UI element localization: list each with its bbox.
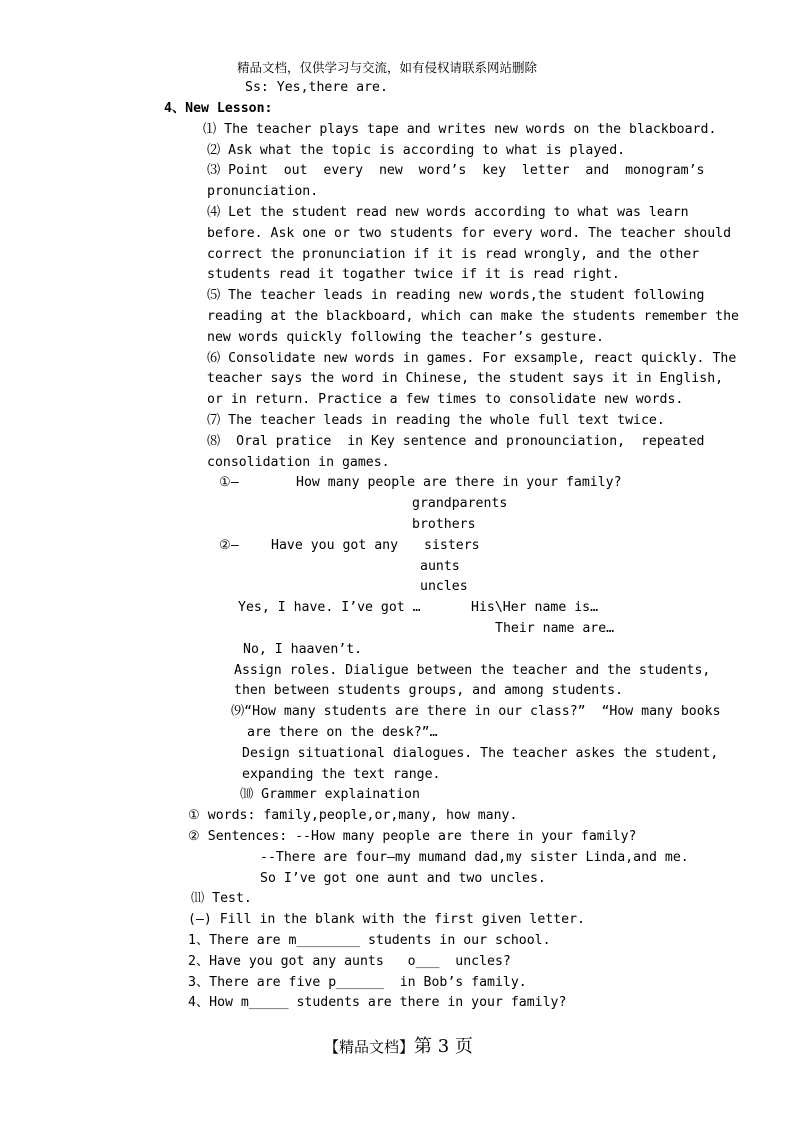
drill-word-grandparents: grandparents	[412, 496, 508, 511]
test-item-3-blank[interactable]: p______	[328, 975, 384, 990]
step-4-line-4: students read it togather twice if it is read right.	[207, 267, 620, 282]
drill-word-brothers: brothers	[412, 517, 476, 532]
step-5-line-2: reading at the blackboard, which can make the students remember the	[207, 309, 739, 324]
test-item-4-text: 4、How	[188, 995, 241, 1010]
document-header: 精品文档，仅供学习与交流，如有侵权请联系网站删除	[237, 60, 538, 75]
grammar-sentence-2: --There are four—my mumand dad,my sister Linda,and me.	[260, 850, 689, 865]
test-item-2-blank[interactable]: o___	[399, 954, 440, 969]
test-item-2-text: 2、Have you got any aunts	[188, 954, 400, 969]
test-item-2	[188, 954, 511, 970]
step-5-line-3: new words quickly following the teacher’s gesture.	[207, 330, 604, 345]
step-7: ⑺ The teacher leads in reading the whole full text twice.	[207, 413, 665, 428]
section-title: 4、New Lesson:	[164, 101, 273, 116]
grammar-sentences: ② Sentences: --How many people are there in your family?	[188, 829, 637, 844]
step-6-line-3: or in return. Practice a few times to consolidate new words.	[207, 392, 684, 407]
test-item-4	[188, 995, 566, 1011]
assign-roles-line-2: then between students groups, and among students.	[234, 683, 624, 698]
drill-answer-name: His\Her name is…	[471, 600, 599, 615]
drill-answer-names: Their name are…	[495, 621, 615, 636]
step-3-line-1: ⑶ Point out every new word’s key letter and monogram’s	[207, 163, 705, 178]
step-5-line-1: ⑸ The teacher leads in reading new words,the student following	[207, 288, 705, 303]
grammar-sentence-3: So I’ve got one aunt and two uncles.	[260, 871, 546, 886]
test-item-3-text: 3、There are five	[188, 975, 329, 990]
step-8-line-1: ⑻ Oral pratice in Key sentence and pronounciation, repeated	[207, 434, 705, 449]
test-item-3	[188, 975, 527, 991]
drill-word-sisters: sisters	[424, 538, 480, 553]
students-answer: Ss: Yes,there are.	[245, 80, 388, 95]
drill-2-question: Have you got any	[271, 538, 399, 553]
drill-answer-yes: Yes, I have. I’ve got …	[238, 600, 421, 615]
drill-answer-no: No, I haaven’t.	[243, 642, 363, 657]
assign-roles-line-1: Assign roles. Dialigue between the teacher and the students,	[234, 663, 711, 678]
step-9-line-3: Design situational dialogues. The teacher askes the student,	[242, 746, 719, 761]
test-item-4-rest: students are there in your family?	[288, 995, 567, 1010]
step-8-line-2: consolidation in games.	[207, 455, 390, 470]
test-part-heading: (—) Fill in the blank with the first given letter.	[188, 912, 585, 927]
step-6-line-1: ⑹ Consolidate new words in games. For exsample, react quickly. The	[207, 351, 737, 366]
step-3-line-2: pronunciation.	[207, 184, 319, 199]
drill-word-aunts: aunts	[420, 559, 460, 574]
test-item-1-rest: students in our school.	[360, 933, 551, 948]
test-item-1-blank[interactable]: m________	[288, 933, 360, 948]
drill-1-marker: ①—	[219, 475, 239, 490]
step-2: ⑵ Ask what the topic is according to what is played.	[207, 143, 626, 158]
grammar-words: ① words: family,people,or,many, how many.	[188, 808, 518, 823]
step-10: ⑽ Grammer explaination	[240, 787, 420, 802]
test-title: ⑾ Test.	[191, 891, 252, 906]
footer-tag: 【精品文档】	[324, 1038, 415, 1056]
step-4-line-2: before. Ask one or two students for every word. The teacher should	[207, 226, 732, 241]
page-number: 第 3 页	[414, 1036, 473, 1057]
step-6-line-2: teacher says the word in Chinese, the student says it in English,	[207, 371, 724, 386]
test-item-3-rest: in Bob’s family.	[383, 975, 527, 990]
test-item-1	[188, 933, 551, 949]
drill-2-marker: ②—	[219, 538, 239, 553]
step-4-line-1: ⑷ Let the student read new words according to what was learn	[207, 205, 689, 220]
drill-word-uncles: uncles	[420, 579, 468, 594]
step-9-line-1: ⑼“How many students are there in our class?” “How many books	[231, 704, 721, 719]
test-item-2-rest: uncles?	[439, 954, 511, 969]
drill-1-question: How many people are there in your family?	[296, 475, 622, 490]
step-1: ⑴ The teacher plays tape and writes new words on the blackboard.	[203, 122, 717, 137]
page-footer	[324, 1037, 473, 1057]
test-item-1-text: 1、There are	[188, 933, 289, 948]
test-item-4-blank[interactable]: m_____	[240, 995, 289, 1010]
step-9-line-4: expanding the text range.	[242, 767, 441, 782]
step-4-line-3: correct the pronunciation if it is read wrongly, and the other	[207, 247, 700, 262]
step-9-line-2: are there on the desk?”…	[247, 725, 438, 740]
